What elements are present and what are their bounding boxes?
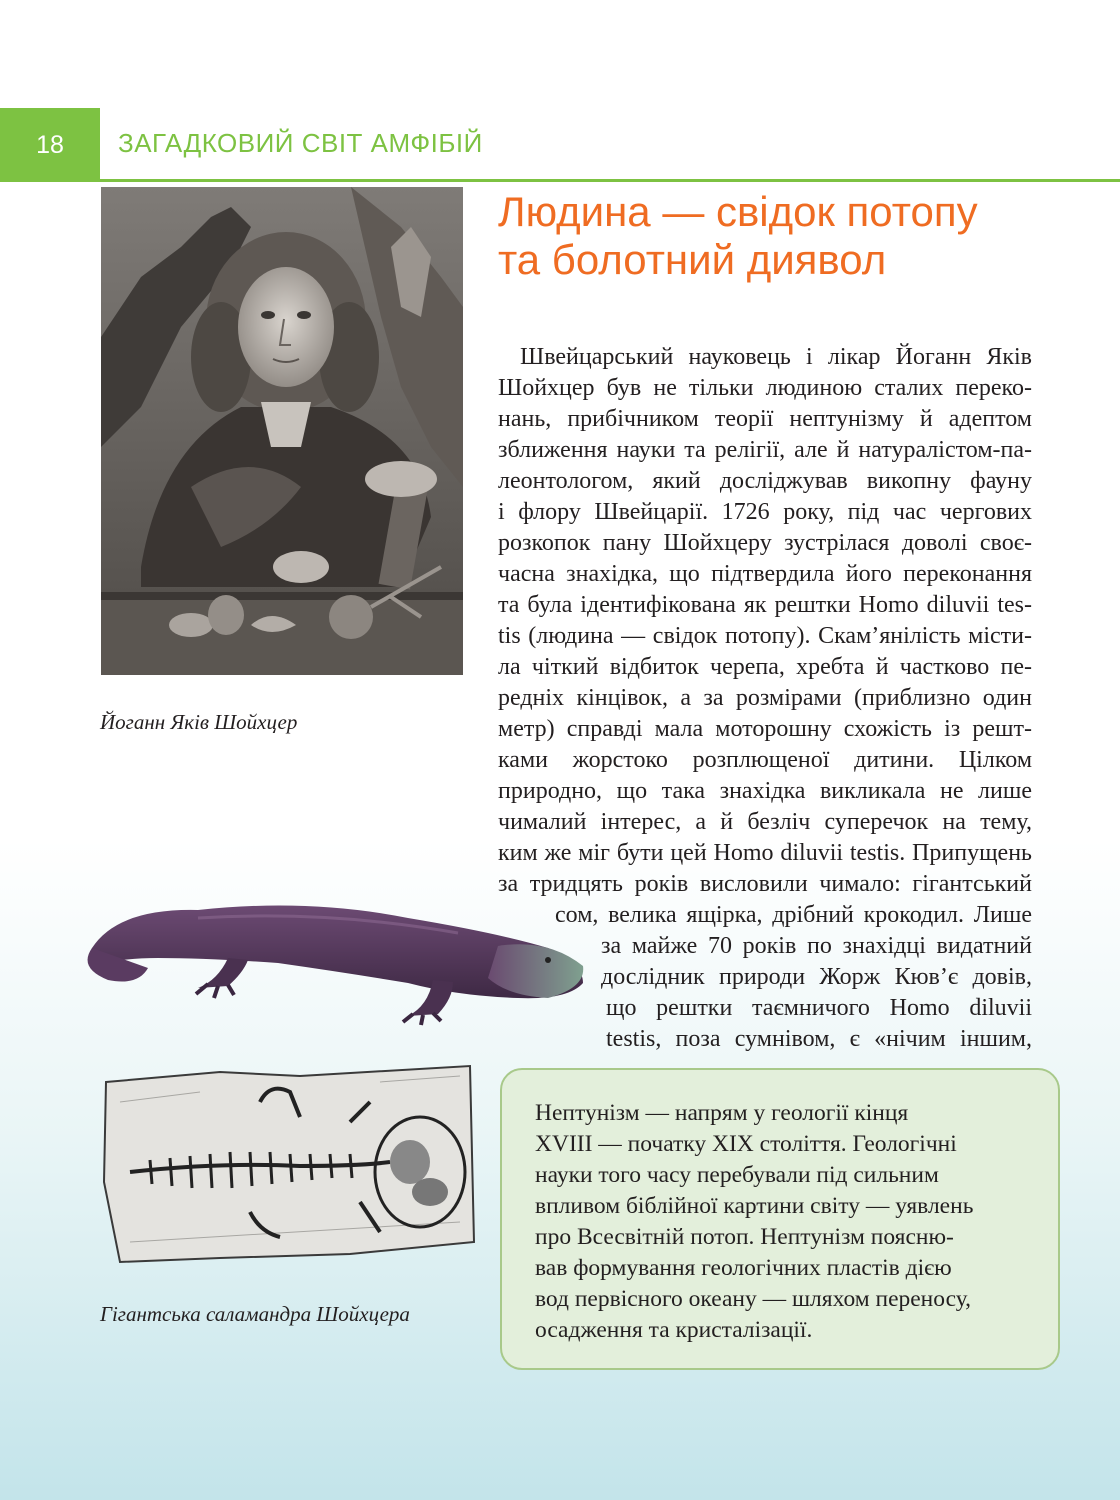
body-line: нань, прибічником теорії нептунізму й адептом	[498, 406, 1032, 432]
body-line: часна знахідка, що підтвердила його переконання	[498, 561, 1032, 587]
body-line: чималий інтерес, а й безліч суперечок на тему,	[498, 809, 1032, 835]
definition-line: вав формування геологічних пластів дією	[535, 1255, 952, 1281]
definition-line: про Всесвітній потоп. Нептунізм поясню-	[535, 1224, 954, 1250]
body-line: дослідник природи Жорж Кюв’є довів,	[601, 964, 1032, 990]
body-line: ла чіткий відбиток черепа, хребта й частково пе-	[498, 654, 1032, 680]
body-line: testis, поза сумнівом, є «нічим іншим,	[606, 1026, 1032, 1052]
fossil-image	[100, 1062, 478, 1268]
body-line: tis (людина — свідок потопу). Скам’янілість місти-	[498, 623, 1032, 649]
definition-line: вод первісного океану — шляхом переносу,	[535, 1286, 971, 1312]
fossil-caption: Гігантська саламандра Шойхцера	[100, 1302, 410, 1326]
body-text-indent-1	[555, 900, 1032, 931]
body-line: та була ідентифікована як рештки Homo diluvii tes-	[498, 592, 1032, 618]
portrait-caption: Йоганн Яків Шойхцер	[100, 710, 298, 734]
salamander-image	[78, 888, 590, 1038]
body-text-top	[498, 342, 1032, 900]
title-line-2: та болотний диявол	[498, 236, 887, 283]
body-line: Шойхцер був не тільки людиною сталих переко-	[498, 375, 1032, 401]
body-line: що рештки таємничого Homo diluvii	[606, 995, 1032, 1021]
body-line: розкопок пану Шойхцеру зустрілася доволі своє-	[498, 530, 1032, 556]
definition-line: науки того часу перебували під сильним	[535, 1162, 939, 1188]
body-text-indent-2	[601, 931, 1032, 993]
body-line: природно, що така знахідка викликала не лише	[498, 778, 1032, 804]
body-line: ками жорстоко розплющеної дитини. Цілком	[498, 747, 1032, 773]
portrait-image	[101, 187, 463, 675]
body-text-indent-3	[606, 993, 1032, 1055]
body-line: Швейцарський науковець і лікар Йоганн Яків	[520, 344, 1032, 370]
definition-box	[500, 1068, 1060, 1370]
definition-line: Нептунізм — напрям у геології кінця	[535, 1100, 909, 1126]
section-header: ЗАГАДКОВИЙ СВІТ АМФІБІЙ	[118, 128, 483, 158]
body-line: за майже 70 років по знахідці видатний	[601, 933, 1032, 959]
definition-line: XVIII — початку XIX століття. Геологічні	[535, 1131, 957, 1157]
body-line: сом, велика ящірка, дрібний крокодил. Лише	[555, 902, 1032, 928]
article-title	[498, 188, 1098, 284]
title-line-1: Людина — свідок потопу	[498, 188, 978, 235]
page-number: 18	[0, 108, 100, 182]
body-line: за тридцять років висловили чимало: гігантський	[498, 871, 1032, 897]
body-line: метр) справді мала моторошну схожість із решт-	[498, 716, 1032, 742]
body-line: леонтологом, який досліджував викопну фауну	[498, 468, 1032, 494]
body-line: зближення науки та релігії, але й натуралістом-па-	[498, 437, 1032, 463]
body-line: редніх кінцівок, а за розмірами (приблизно один	[498, 685, 1032, 711]
body-line: і флору Швейцарії. 1726 року, під час чергових	[498, 499, 1032, 525]
definition-line: впливом біблійної картини світу — уявлень	[535, 1193, 974, 1219]
body-line: ким же міг бути цей Homo diluvii testis. Припущень	[498, 840, 1032, 866]
definition-line: осадження та кристалізації.	[535, 1317, 813, 1343]
